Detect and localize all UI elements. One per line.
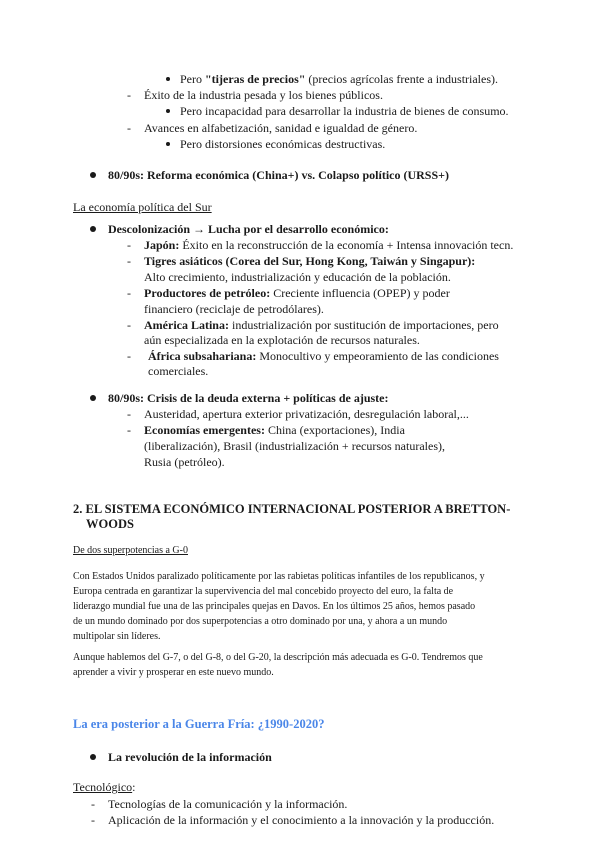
dash-marker: - (127, 423, 131, 437)
list-item: Austeridad, apertura exterior privatización, desregulación laboral,... (144, 407, 469, 421)
dash-marker: - (127, 88, 131, 102)
list-item-cont: Alto crecimiento, industrialización y educación de la población. (144, 270, 451, 284)
dash-marker: - (127, 238, 131, 252)
subheading: De dos superpotencias a G-0 (73, 545, 188, 556)
list-item-cont: Rusia (petróleo). (144, 455, 225, 469)
list-item-cont: (liberalización), Brasil (industrialización + recursos naturales), (144, 439, 445, 453)
section-title: 2. EL SISTEMA ECONÓMICO INTERNACIONAL POSTERIOR A BRETTON- (73, 502, 511, 516)
era-heading: La era posterior a la Guerra Fría: ¿1990-2020? (73, 717, 325, 731)
bullet-circle (166, 77, 170, 81)
dash-marker: - (127, 407, 131, 421)
list-item: Pero incapacidad para desarrollar la industria de bienes de consumo. (180, 104, 509, 118)
list-item: Avances en alfabetización, sanidad e igualdad de género. (144, 121, 418, 135)
dash-marker: - (91, 813, 95, 827)
section-bullet: Descolonización → Lucha por el desarrollo económico: (108, 222, 389, 236)
bullet-disc (90, 172, 96, 178)
dash-marker: - (127, 349, 131, 363)
list-item: África subsahariana: Monocultivo y empeoramiento de las condiciones (148, 349, 499, 363)
bullet-disc (90, 226, 96, 232)
list-item: Economías emergentes: China (exportaciones), India (144, 423, 405, 437)
dash-marker: - (127, 318, 131, 332)
list-item: Aplicación de la información y el conocimiento a la innovación y la producción. (108, 813, 495, 827)
paragraph-line: Con Estados Unidos paralizado políticamente por las rabietas políticas infantiles de los republicanos, y (73, 571, 485, 582)
paragraph-line: Aunque hablemos del G-7, o del G-8, o del G-20, la descripción más adecuada es G-0. Tendremos que (73, 652, 483, 663)
paragraph-line: liderazgo mundial fue una de las principales quejas en Davos. En los últimos 25 años, hemos pasado (73, 601, 476, 612)
section-bullet: 80/90s: Reforma económica (China+) vs. Colapso político (URSS+) (108, 168, 449, 182)
section-bullet: La revolución de la información (108, 750, 272, 764)
dash-marker: - (91, 797, 95, 811)
paragraph-line: de un mundo dominado por dos superpotencias a otro dominado por una, y ahora a un mundo (73, 616, 448, 627)
list-item: Japón: Éxito en la reconstrucción de la economía + Intensa innovación tecn. (144, 238, 514, 252)
dash-marker: - (127, 121, 131, 135)
list-item: Tecnologías de la comunicación y la información. (108, 797, 348, 811)
section-title-cont: WOODS (86, 517, 134, 531)
list-item: Pero "tijeras de precios" (precios agrícolas frente a industriales). (180, 72, 499, 86)
paragraph-line: Europa centrada en garantizar la supervivencia del mal concebido proyecto del euro, la falta de (73, 586, 454, 597)
bullet-circle (166, 109, 170, 113)
paragraph-line: multipolar sin líderes. (73, 631, 161, 642)
dash-marker: - (127, 254, 131, 268)
bullet-disc (90, 754, 96, 760)
list-item: Éxito de la industria pesada y los bienes públicos. (144, 88, 383, 102)
list-item: Tigres asiáticos (Corea del Sur, Hong Kong, Taiwán y Singapur): (144, 254, 476, 268)
list-item-cont: financiero (reciclaje de petrodólares). (144, 302, 324, 316)
list-item: Productores de petróleo: Creciente influencia (OPEP) y poder (144, 286, 450, 300)
dash-marker: - (127, 286, 131, 300)
bullet-circle (166, 142, 170, 146)
subheading: Tecnológico: (73, 780, 136, 794)
list-item-cont: comerciales. (148, 364, 209, 378)
section-bullet: 80/90s: Crisis de la deuda externa + políticas de ajuste: (108, 391, 389, 405)
bullet-disc (90, 395, 96, 401)
list-item-cont: aún especializada en la explotación de recursos naturales. (144, 333, 420, 347)
paragraph-line: aprender a vivir y prosperar en este nuevo mundo. (73, 667, 274, 678)
list-item: Pero distorsiones económicas destructivas. (180, 137, 386, 151)
subheading: La economía política del Sur (73, 200, 212, 214)
list-item: América Latina: industrialización por sustitución de importaciones, pero (144, 318, 499, 332)
